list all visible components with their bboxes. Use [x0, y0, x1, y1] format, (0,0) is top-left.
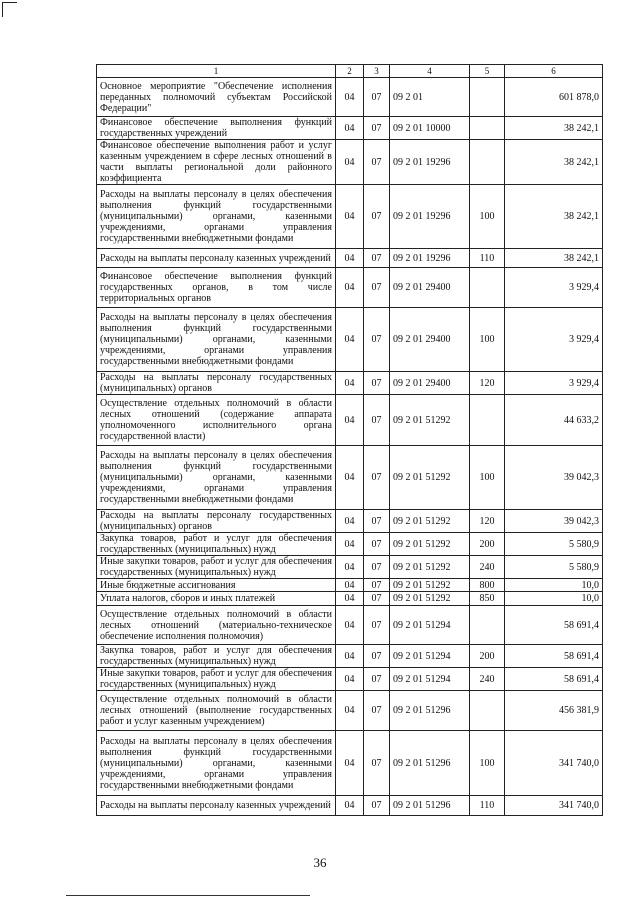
table-row: [97, 645, 603, 668]
row-expense-type: 120: [470, 372, 505, 395]
row-expense-type: 200: [470, 645, 505, 668]
row-description: Основное мероприятие "Обеспечение исполнения переданных полномочий субъектам Российской Федерации": [97, 78, 336, 117]
row-subsection: 07: [364, 395, 390, 446]
table-row: [97, 510, 603, 533]
row-target-article: 09 2 01 51296: [390, 691, 470, 731]
row-subsection: 07: [364, 606, 390, 645]
row-subsection: 07: [364, 268, 390, 308]
row-description: Закупка товаров, работ и услуг для обеспечения государственных (муниципальных) нужд: [97, 645, 336, 668]
row-description: Уплата налогов, сборов и иных платежей: [97, 592, 336, 606]
row-amount: 58 691,4: [505, 668, 603, 691]
row-description: Расходы на выплаты персоналу в целях обеспечения выполнения функций государственными (муниципальными) органами, казенными учреждениями, органами управления государственными внебюджетными фондами: [97, 446, 336, 510]
table-row: [97, 140, 603, 185]
row-section: 04: [336, 731, 364, 796]
table-body: [97, 78, 603, 816]
row-expense-type: [470, 395, 505, 446]
row-subsection: 07: [364, 117, 390, 140]
header-col-1: 1: [97, 65, 336, 78]
table-row: [97, 533, 603, 556]
row-description: Расходы на выплаты персоналу казенных учреждений: [97, 796, 336, 816]
row-amount: 341 740,0: [505, 796, 603, 816]
row-section: 04: [336, 249, 364, 268]
row-expense-type: 240: [470, 668, 505, 691]
row-amount: 58 691,4: [505, 606, 603, 645]
table-row: [97, 117, 603, 140]
table-row: [97, 308, 603, 372]
row-expense-type: 240: [470, 556, 505, 579]
row-expense-type: 850: [470, 592, 505, 606]
row-expense-type: [470, 691, 505, 731]
row-section: 04: [336, 268, 364, 308]
row-section: 04: [336, 446, 364, 510]
row-section: 04: [336, 668, 364, 691]
table-row: [97, 731, 603, 796]
row-subsection: 07: [364, 796, 390, 816]
row-description: Иные закупки товаров, работ и услуг для обеспечения государственных (муниципальных) нужд: [97, 668, 336, 691]
table-row: [97, 372, 603, 395]
table-row: [97, 268, 603, 308]
row-target-article: 09 2 01 51294: [390, 668, 470, 691]
row-target-article: 09 2 01 51292: [390, 556, 470, 579]
row-subsection: 07: [364, 446, 390, 510]
row-section: 04: [336, 395, 364, 446]
row-subsection: 07: [364, 668, 390, 691]
row-target-article: 09 2 01 19296: [390, 249, 470, 268]
row-amount: 456 381,9: [505, 691, 603, 731]
row-section: 04: [336, 606, 364, 645]
row-target-article: 09 2 01 51292: [390, 592, 470, 606]
row-amount: 58 691,4: [505, 645, 603, 668]
row-subsection: 07: [364, 556, 390, 579]
row-amount: 39 042,3: [505, 446, 603, 510]
row-expense-type: 100: [470, 446, 505, 510]
table-row: [97, 556, 603, 579]
table-row: [97, 606, 603, 645]
row-target-article: 09 2 01 51292: [390, 579, 470, 592]
row-amount: 3 929,4: [505, 268, 603, 308]
row-description: Финансовое обеспечение выполнения работ и услуг казенным учреждением в сфере лесных отношений в части выплаты региональной доли районного коэффициента: [97, 140, 336, 185]
row-section: 04: [336, 645, 364, 668]
row-section: 04: [336, 691, 364, 731]
row-target-article: 09 2 01 51296: [390, 731, 470, 796]
row-subsection: 07: [364, 140, 390, 185]
row-section: 04: [336, 796, 364, 816]
row-amount: 601 878,0: [505, 78, 603, 117]
row-expense-type: 800: [470, 579, 505, 592]
row-target-article: 09 2 01 51294: [390, 606, 470, 645]
row-subsection: 07: [364, 78, 390, 117]
row-amount: 38 242,1: [505, 185, 603, 249]
row-subsection: 07: [364, 185, 390, 249]
row-amount: 38 242,1: [505, 117, 603, 140]
row-expense-type: [470, 78, 505, 117]
row-expense-type: [470, 140, 505, 185]
row-subsection: 07: [364, 533, 390, 556]
row-target-article: 09 2 01 29400: [390, 308, 470, 372]
row-expense-type: [470, 268, 505, 308]
row-description: Закупка товаров, работ и услуг для обеспечения государственных (муниципальных) нужд: [97, 533, 336, 556]
row-section: 04: [336, 308, 364, 372]
table-row: [97, 796, 603, 816]
header-col-2: 2: [336, 65, 364, 78]
row-subsection: 07: [364, 645, 390, 668]
row-description: Расходы на выплаты персоналу государственных (муниципальных) органов: [97, 510, 336, 533]
row-amount: 38 242,1: [505, 140, 603, 185]
row-section: 04: [336, 372, 364, 395]
row-target-article: 09 2 01 29400: [390, 372, 470, 395]
row-expense-type: 100: [470, 308, 505, 372]
row-description: Расходы на выплаты персоналу государственных (муниципальных) органов: [97, 372, 336, 395]
page-number: 36: [313, 855, 327, 870]
row-amount: 3 929,4: [505, 372, 603, 395]
row-amount: 10,0: [505, 592, 603, 606]
row-section: 04: [336, 117, 364, 140]
row-section: 04: [336, 556, 364, 579]
row-target-article: 09 2 01 19296: [390, 140, 470, 185]
row-target-article: 09 2 01 29400: [390, 268, 470, 308]
row-subsection: 07: [364, 731, 390, 796]
row-expense-type: 120: [470, 510, 505, 533]
row-expense-type: 200: [470, 533, 505, 556]
row-expense-type: [470, 606, 505, 645]
row-section: 04: [336, 78, 364, 117]
row-target-article: 09 2 01 51292: [390, 510, 470, 533]
footnote-separator: [66, 895, 310, 896]
row-amount: 5 580,9: [505, 533, 603, 556]
row-expense-type: 100: [470, 731, 505, 796]
row-description: Финансовое обеспечение выполнения функций государственных органов, в том числе территориальных органов: [97, 268, 336, 308]
row-subsection: 07: [364, 249, 390, 268]
row-description: Осуществление отдельных полномочий в области лесных отношений (материально-техническое обеспечение исполнения полномочия): [97, 606, 336, 645]
row-expense-type: 100: [470, 185, 505, 249]
table-header-row: [97, 65, 603, 78]
row-subsection: 07: [364, 579, 390, 592]
row-section: 04: [336, 140, 364, 185]
row-section: 04: [336, 510, 364, 533]
row-target-article: 09 2 01 10000: [390, 117, 470, 140]
row-description: Расходы на выплаты персоналу казенных учреждений: [97, 249, 336, 268]
row-description: Осуществление отдельных полномочий в области лесных отношений (выполнение государственных работ и услуг казенным учреждением): [97, 691, 336, 731]
row-section: 04: [336, 592, 364, 606]
header-col-4: 4: [390, 65, 470, 78]
row-description: Осуществление отдельных полномочий в области лесных отношений (содержание аппарата уполномоченного исполнительного органа государственной власти): [97, 395, 336, 446]
row-amount: 38 242,1: [505, 249, 603, 268]
table-row: [97, 592, 603, 606]
table-row: [97, 185, 603, 249]
table-row: [97, 668, 603, 691]
row-subsection: 07: [364, 592, 390, 606]
row-description: Расходы на выплаты персоналу в целях обеспечения выполнения функций государственными (муниципальными) органами, казенными учреждениями, органами управления государственными внебюджетными фондами: [97, 185, 336, 249]
table-row: [97, 446, 603, 510]
row-target-article: 09 2 01 51292: [390, 533, 470, 556]
row-amount: 10,0: [505, 579, 603, 592]
row-description: Расходы на выплаты персоналу в целях обеспечения выполнения функций государственными (муниципальными) органами, казенными учреждениями, органами управления государственными внебюджетными фондами: [97, 731, 336, 796]
row-expense-type: 110: [470, 249, 505, 268]
row-amount: 3 929,4: [505, 308, 603, 372]
row-amount: 5 580,9: [505, 556, 603, 579]
row-section: 04: [336, 185, 364, 249]
row-section: 04: [336, 533, 364, 556]
row-description: Иные бюджетные ассигнования: [97, 579, 336, 592]
row-section: 04: [336, 579, 364, 592]
row-target-article: 09 2 01 51296: [390, 796, 470, 816]
row-subsection: 07: [364, 308, 390, 372]
table-row: [97, 78, 603, 117]
row-target-article: 09 2 01 51294: [390, 645, 470, 668]
row-subsection: 07: [364, 510, 390, 533]
row-expense-type: [470, 117, 505, 140]
header-col-6: 6: [505, 65, 603, 78]
budget-table: [96, 64, 603, 816]
scan-corner-mark: [2, 2, 17, 17]
table-row: [97, 579, 603, 592]
row-description: Финансовое обеспечение выполнения функций государственных учреждений: [97, 117, 336, 140]
table-row: [97, 395, 603, 446]
row-target-article: 09 2 01: [390, 78, 470, 117]
row-target-article: 09 2 01 51292: [390, 446, 470, 510]
row-target-article: 09 2 01 19296: [390, 185, 470, 249]
row-amount: 39 042,3: [505, 510, 603, 533]
table-row: [97, 249, 603, 268]
row-description: Расходы на выплаты персоналу в целях обеспечения выполнения функций государственными (муниципальными) органами, казенными учреждениями, органами управления государственными внебюджетными фондами: [97, 308, 336, 372]
row-subsection: 07: [364, 691, 390, 731]
header-col-3: 3: [364, 65, 390, 78]
row-target-article: 09 2 01 51292: [390, 395, 470, 446]
row-amount: 44 633,2: [505, 395, 603, 446]
table-row: [97, 691, 603, 731]
row-subsection: 07: [364, 372, 390, 395]
row-amount: 341 740,0: [505, 731, 603, 796]
header-col-5: 5: [470, 65, 505, 78]
row-expense-type: 110: [470, 796, 505, 816]
row-description: Иные закупки товаров, работ и услуг для обеспечения государственных (муниципальных) нужд: [97, 556, 336, 579]
